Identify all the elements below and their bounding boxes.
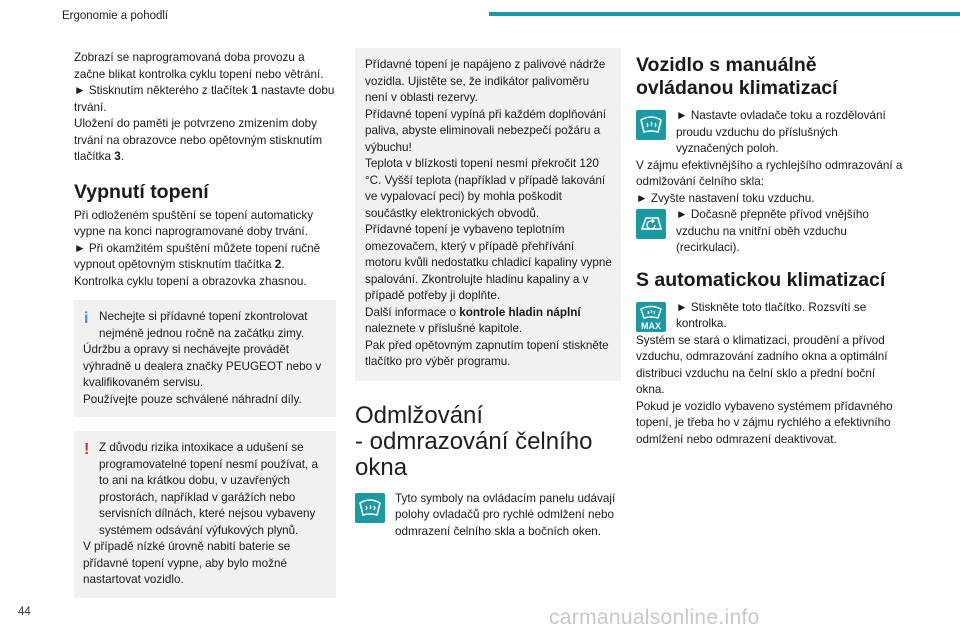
paragraph: V zájmu efektivnějšího a rychlejšího odmrazování a odmlžování čelního skla: bbox=[636, 158, 903, 188]
info-icon: i bbox=[84, 310, 89, 327]
max-demist-step: MAX ► Stiskněte toto tlačítko. Rozsvítí se kontrolka. bbox=[636, 300, 906, 333]
section-title-demisting: Odmlžování - odmrazování čelního okna bbox=[355, 401, 593, 481]
fuel-heater-note bbox=[355, 48, 621, 381]
info-note bbox=[74, 300, 336, 417]
paragraph: ► Stisknutím některého z tlačítek 1 nastavte dobu trvání. bbox=[74, 84, 335, 114]
page-number: 44 bbox=[18, 606, 31, 618]
note-text: Přídavné topení je vybaveno teplotním omezovačem, který v případě přehřívání motoru kvůli nedostatku chladicí kapaliny vypne spalování. Zkontrolujte hladinu kapaliny a v případě potřeby ji doplňte. bbox=[365, 223, 612, 302]
note-text: Teplota v blízkosti topení nesmí překročit 120 °C. Vyšší teplota (například v případě lakování ve vypalovací peci) by mohla poškodit součástky elektronických obvodů. bbox=[365, 157, 606, 220]
heading-heating-off: Vypnutí topení bbox=[74, 180, 209, 203]
watermark: carmanualsonline.info bbox=[549, 606, 760, 629]
warning-icon: ! bbox=[84, 441, 90, 458]
heading-manual-ac: Vozidlo s manuálně ovládanou klimatizací bbox=[636, 54, 838, 99]
max-demist-icon bbox=[636, 302, 666, 332]
max-label: MAX bbox=[641, 320, 661, 331]
windscreen-demist-icon bbox=[355, 493, 385, 523]
note-text: Používejte pouze schválené náhradní díly. bbox=[83, 392, 302, 406]
note-text: Přídavné topení vypíná při každém doplňování paliva, abyste eliminovali nebezpečí požáru a výbuchu! bbox=[365, 107, 607, 154]
running-header: Ergonomie a pohodlí bbox=[62, 10, 169, 22]
paragraph: ► Zvyšte nastavení toku vzduchu. bbox=[636, 191, 815, 205]
demist-symbols-paragraph: Tyto symboly na ovládacím panelu udávají polohy ovladačů pro rychlé odmlžení nebo odmrazení čelního skla a bočních oken. bbox=[355, 491, 621, 541]
paragraph: Zobrazí se naprogramovaná doba provozu a začne blikat kontrolka cyklu topení nebo větrání. bbox=[74, 51, 324, 81]
column-right bbox=[636, 50, 906, 448]
paragraph: Při odloženém spuštění se topení automaticky vypne na konci naprogramované doby trvání. bbox=[74, 208, 314, 238]
note-text: Další informace o kontrole hladin náplní naleznete v příslušné kapitole. bbox=[365, 305, 581, 335]
column-left bbox=[74, 50, 336, 598]
paragraph: Pokud je vozidlo vybaveno systémem přídavného topení, je třeba ho v zájmu rychlého a efektivního odmlžení nebo odmrazení deaktivovat. bbox=[636, 399, 893, 446]
note-text: Údržbu a opravy si nechávejte provádět výhradně u dealera značky PEUGEOT nebo v kvalifikovaném servisu. bbox=[83, 343, 322, 389]
paragraph: Uložení do paměti je potvrzeno zmizením doby trvání na obrazovce nebo opětovným stisknutím tlačítka 3. bbox=[74, 117, 323, 163]
paragraph: ► Při okamžitém spuštění můžete topení ručně vypnout opětovným stisknutím tlačítka 2. bbox=[74, 241, 321, 271]
note-text: Z důvodu rizika intoxikace a udušení se programovatelné topení nesmí používat, a to ani na krátkou dobu, v uzavřených prostorách, například v garážích nebo servisních dílnách, které nejsou vybaveny systémem odsávání výfukových plynů. bbox=[99, 441, 318, 537]
warning-note bbox=[74, 431, 336, 598]
paragraph: Systém se stará o klimatizaci, proudění a přívod vzduchu, odmrazování zadního okna a optimální distribuci vzduchu na čelní sklo a přední boční okna. bbox=[636, 333, 888, 396]
column-middle bbox=[355, 50, 621, 540]
header-accent-bar bbox=[489, 12, 960, 16]
note-text: Nechejte si přídavné topení zkontrolovat nejméně jednou ročně na začátku zimy. bbox=[99, 310, 308, 340]
paragraph: Kontrolka cyklu topení a obrazovka zhasnou. bbox=[74, 274, 307, 288]
heading-auto-ac: S automatickou klimatizací bbox=[636, 268, 886, 291]
windscreen-demist-icon bbox=[636, 110, 666, 140]
recirculation-step: ► Dočasně přepněte přívod vnějšího vzduchu na vnitřní oběh vzduchu (recirkulaci). bbox=[636, 207, 906, 257]
note-text: Pak před opětovným zapnutím topení stiskněte tlačítko pro výběr programu. bbox=[365, 338, 609, 368]
note-text: Přídavné topení je napájeno z palivové nádrže vozidla. Ujistěte se, že indikátor palivoměru není v oblasti rezervy. bbox=[365, 58, 606, 104]
recirculation-icon bbox=[636, 209, 666, 239]
manual-ac-step: ► Nastavte ovladače toku a rozdělování proudu vzduchu do příslušných vyznačených poloh. bbox=[636, 108, 906, 158]
note-text: V případě nízké úrovně nabití baterie se přídavné topení vypne, aby bylo možné nastartovat vozidlo. bbox=[83, 540, 291, 586]
